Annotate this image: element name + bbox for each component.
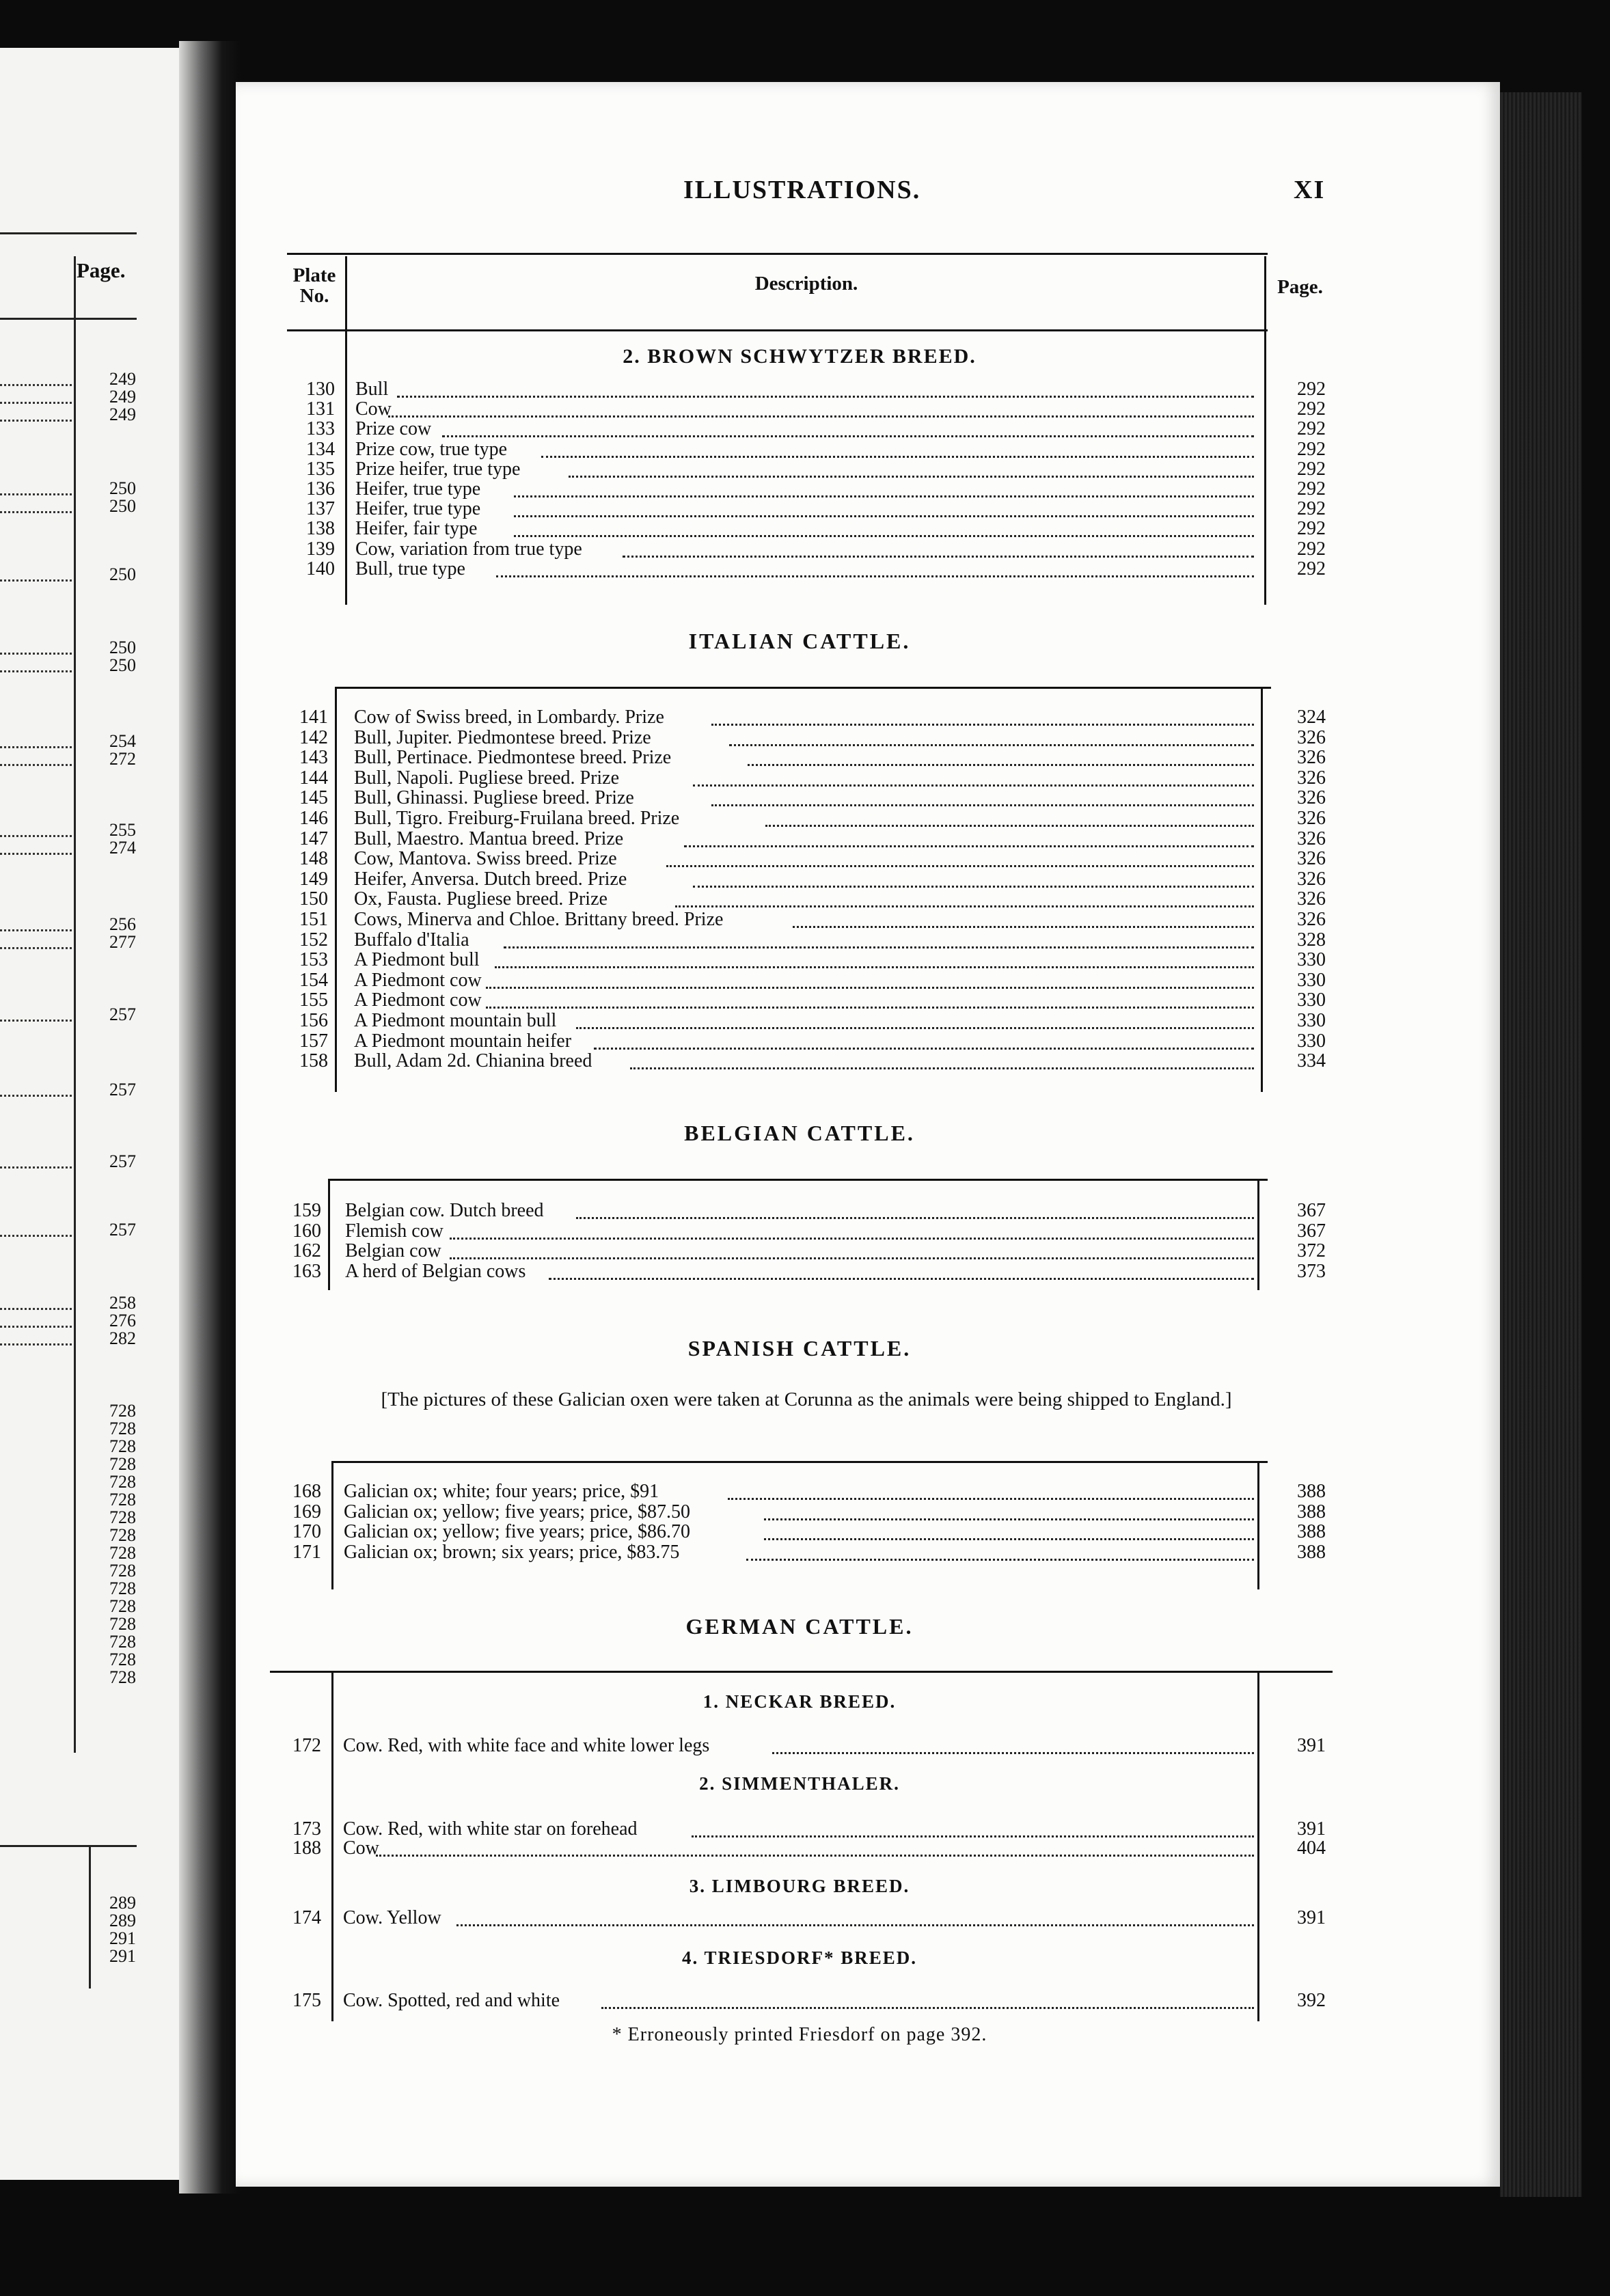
leader-dots — [514, 495, 1254, 497]
leader-dots — [456, 1924, 1254, 1926]
leader-dots — [693, 784, 1254, 787]
leader-dots — [0, 1166, 72, 1168]
illustration-description: Cow — [355, 399, 392, 420]
section-title: 2. BROWN SCHWYTZER BREED. — [623, 345, 977, 368]
plate-number: 138 — [306, 518, 335, 540]
plate-number: 188 — [292, 1837, 321, 1859]
plate-number: 160 — [292, 1220, 321, 1242]
page-reference: 330 — [1297, 949, 1326, 971]
section-note: [The pictures of these Galician oxen were taken at Corunna as the animals were being shipped to England.] — [381, 1389, 1232, 1410]
plate-number: 174 — [292, 1907, 321, 1928]
left-page-number: 249 — [109, 369, 136, 389]
plate-number: 141 — [299, 707, 328, 728]
left-page-number: 728 — [109, 1561, 136, 1581]
illustration-description: Cow. Spotted, red and white — [343, 1991, 560, 2011]
left-page-number: 255 — [109, 820, 136, 840]
subsection-title: 1. NECKAR BREED. — [702, 1691, 897, 1712]
illustration-description: Heifer, fair type — [355, 519, 478, 540]
plate-number: 150 — [299, 888, 328, 910]
plate-number: 172 — [292, 1735, 321, 1756]
page-reference: 326 — [1297, 868, 1326, 890]
illustration-description: Cow. Red, with white star on forehead — [343, 1819, 638, 1840]
leader-dots — [675, 905, 1254, 907]
left-page-number: 250 — [109, 496, 136, 516]
left-page-number: 254 — [109, 731, 136, 751]
illustration-description: Cow, Mantova. Swiss breed. Prize — [354, 849, 617, 870]
leader-dots — [0, 1095, 72, 1097]
page-reference: 326 — [1297, 726, 1326, 748]
footnote: * Erroneously printed Friesdorf on page 392. — [612, 2024, 987, 2045]
leader-dots — [728, 1498, 1254, 1500]
plate-number: 147 — [299, 828, 328, 849]
leader-dots — [594, 1048, 1254, 1050]
page-reference: 373 — [1297, 1260, 1326, 1282]
page-reference: 388 — [1297, 1541, 1326, 1563]
plate-number: 169 — [292, 1501, 321, 1522]
column-header-plate: Plate No. — [292, 264, 336, 307]
leader-dots — [514, 535, 1254, 537]
illustration-description: Flemish cow — [345, 1220, 444, 1242]
leader-dots — [623, 556, 1254, 558]
page-reference: 326 — [1297, 808, 1326, 829]
plate-number: 173 — [292, 1818, 321, 1840]
leader-dots — [772, 1752, 1254, 1754]
left-page-number: 728 — [109, 1596, 136, 1616]
illustration-description: Heifer, true type — [355, 499, 481, 520]
illustration-description: Cows, Minerva and Chloe. Brittany breed. Prize — [354, 910, 724, 930]
illustration-description: Cow. Yellow — [343, 1908, 441, 1928]
leader-dots — [576, 1027, 1254, 1029]
left-page-number: 291 — [109, 1946, 136, 1966]
leader-dots — [486, 1007, 1254, 1009]
column-header-description: Description. — [754, 273, 858, 295]
illustration-description: Galician ox; yellow; five years; price, $87.50 — [344, 1501, 690, 1522]
left-page-number: 728 — [109, 1543, 136, 1563]
plate-number: 136 — [306, 478, 335, 500]
illustration-description: Bull, Tigro. Freiburg-Fruilana breed. Prize — [354, 808, 680, 829]
plate-number: 162 — [292, 1240, 321, 1261]
section-rule — [328, 1179, 1268, 1181]
page-reference: 330 — [1297, 1010, 1326, 1031]
page-reference: 292 — [1297, 518, 1326, 540]
column-divider — [1264, 331, 1266, 605]
page-reference: 330 — [1297, 969, 1326, 991]
left-page-number: 257 — [109, 1151, 136, 1171]
plate-number: 153 — [299, 949, 328, 971]
plate-number: 144 — [299, 767, 328, 789]
page-reference: 388 — [1297, 1501, 1326, 1522]
illustration-description: Prize heifer, true type — [355, 459, 521, 480]
leader-dots — [764, 1538, 1254, 1540]
illustration-description: Cow of Swiss breed, in Lombardy. Prize — [354, 707, 664, 728]
illustration-description: Galician ox; yellow; five years; price, $86.70 — [344, 1522, 690, 1542]
left-page-number: 728 — [109, 1614, 136, 1634]
left-page-number: 728 — [109, 1401, 136, 1421]
page-reference: 391 — [1297, 1735, 1326, 1756]
illustration-description: Galician ox; white; four years; price, $91 — [344, 1481, 659, 1502]
left-page-column-header: Page. — [77, 258, 126, 282]
leader-dots — [693, 886, 1254, 888]
leader-dots — [514, 515, 1254, 517]
page-reference: 292 — [1297, 498, 1326, 520]
illustration-description: A Piedmont cow — [354, 970, 482, 991]
page-reference: 292 — [1297, 538, 1326, 560]
page-reference: 292 — [1297, 478, 1326, 500]
plate-number: 157 — [299, 1030, 328, 1052]
leader-dots — [541, 456, 1254, 458]
left-page-number: 250 — [109, 655, 136, 675]
left-page-number: 289 — [109, 1893, 136, 1913]
illustration-description: Belgian cow — [345, 1241, 441, 1261]
page-reference: 326 — [1297, 848, 1326, 870]
leader-dots — [748, 764, 1254, 766]
illustration-description: Prize cow, true type — [355, 439, 508, 460]
left-page-number: 728 — [109, 1454, 136, 1474]
plate-number: 135 — [306, 458, 335, 480]
left-page-number: 277 — [109, 932, 136, 952]
plate-number: 130 — [306, 379, 335, 400]
leader-dots — [630, 1067, 1254, 1069]
leader-dots — [388, 415, 1254, 418]
left-page-number: 257 — [109, 1080, 136, 1099]
plate-number: 155 — [299, 989, 328, 1011]
left-page-number: 728 — [109, 1419, 136, 1438]
leader-dots — [692, 1835, 1254, 1837]
page-reference: 326 — [1297, 828, 1326, 849]
subsection-title: 2. SIMMENTHALER. — [699, 1773, 900, 1794]
illustration-description: Ox, Fausta. Pugliese breed. Prize — [354, 889, 608, 910]
plate-number: 148 — [299, 848, 328, 870]
leader-dots — [376, 1855, 1254, 1857]
page-reference: 292 — [1297, 558, 1326, 579]
left-page-number: 249 — [109, 405, 136, 424]
illustration-description: A Piedmont bull — [354, 950, 480, 971]
leader-dots — [601, 2007, 1254, 2009]
book-gutter — [179, 41, 241, 2194]
left-page-number: 250 — [109, 638, 136, 657]
plate-number: 158 — [299, 1050, 328, 1072]
illustration-description: Cow. Red, with white face and white lower legs — [343, 1736, 710, 1756]
page-reference: 326 — [1297, 909, 1326, 930]
illustration-description: Bull, Jupiter. Piedmontese breed. Prize — [354, 727, 651, 748]
leader-dots — [0, 670, 72, 672]
illustration-description: Heifer, Anversa. Dutch breed. Prize — [354, 869, 627, 890]
leader-dots — [0, 1343, 72, 1345]
plate-number: 156 — [299, 1010, 328, 1031]
page-reference: 388 — [1297, 1521, 1326, 1542]
page-reference: 392 — [1297, 1990, 1326, 2011]
leader-dots — [495, 966, 1254, 968]
leader-dots — [450, 1257, 1254, 1259]
left-page-number: 258 — [109, 1293, 136, 1313]
page-reference: 391 — [1297, 1818, 1326, 1840]
page-reference: 367 — [1297, 1220, 1326, 1242]
illustration-description: A Piedmont mountain heifer — [354, 1030, 572, 1052]
plate-number: 140 — [306, 558, 335, 579]
illustration-description: Cow — [343, 1838, 379, 1859]
leader-dots — [764, 1518, 1254, 1520]
leader-dots — [504, 946, 1254, 948]
header-bottom-rule — [287, 329, 1268, 331]
page-reference: 324 — [1297, 707, 1326, 728]
plate-number: 151 — [299, 909, 328, 930]
leader-dots — [0, 579, 72, 582]
left-page-number: 289 — [109, 1911, 136, 1930]
section-rule — [335, 687, 1271, 689]
left-page-number: 272 — [109, 749, 136, 769]
plate-number: 175 — [292, 1990, 321, 2011]
left-page-number: 256 — [109, 914, 136, 934]
illustration-description: Bull, Maestro. Mantua breed. Prize — [354, 828, 624, 849]
header-top-rule — [287, 253, 1268, 255]
leader-dots — [0, 1326, 72, 1328]
page-reference: 388 — [1297, 1481, 1326, 1502]
plate-number: 137 — [306, 498, 335, 520]
page-reference: 326 — [1297, 747, 1326, 769]
plate-number: 168 — [292, 1481, 321, 1502]
section-rule — [331, 1461, 1268, 1463]
section-title: SPANISH CATTLE. — [687, 1336, 912, 1361]
subsection-title: 4. TRIESDORF* BREED. — [681, 1948, 918, 1968]
plate-number: 139 — [306, 538, 335, 560]
page-title: ILLUSTRATIONS. — [683, 176, 921, 204]
illustration-description: Bull, Napoli. Pugliese breed. Prize — [354, 767, 620, 789]
left-page-number: 257 — [109, 1220, 136, 1240]
left-page-number: 728 — [109, 1472, 136, 1492]
illustration-description: Buffalo d'Italia — [354, 929, 469, 951]
plate-number: 152 — [299, 929, 328, 951]
page-number: XI — [1294, 176, 1326, 204]
leader-dots — [576, 1217, 1254, 1219]
plate-number: 142 — [299, 726, 328, 748]
section-rule — [270, 1671, 1333, 1673]
leader-dots — [684, 845, 1254, 847]
leader-dots — [0, 653, 72, 655]
plate-number: 145 — [299, 787, 328, 809]
left-page-number: 728 — [109, 1436, 136, 1456]
plate-number: 159 — [292, 1200, 321, 1221]
leader-dots — [486, 987, 1254, 989]
illustration-description: Prize cow — [355, 419, 432, 440]
illustration-description: Galician ox; brown; six years; price, $83.75 — [344, 1542, 680, 1563]
page-reference: 372 — [1297, 1240, 1326, 1261]
left-page-number: 728 — [109, 1650, 136, 1669]
page-reference: 367 — [1297, 1200, 1326, 1221]
leader-dots — [666, 865, 1254, 867]
section-title: BELGIAN CATTLE. — [684, 1121, 915, 1145]
plate-number: 133 — [306, 418, 335, 440]
leader-dots — [549, 1278, 1254, 1280]
plate-number: 171 — [292, 1541, 321, 1563]
column-header-page: Page. — [1277, 276, 1323, 298]
page-reference: 404 — [1297, 1837, 1326, 1859]
leader-dots — [746, 1559, 1254, 1561]
left-page-number: 728 — [109, 1667, 136, 1687]
page-reference: 326 — [1297, 787, 1326, 809]
page-reference: 334 — [1297, 1050, 1326, 1072]
left-page-number: 250 — [109, 478, 136, 498]
leader-dots — [397, 396, 1254, 398]
left-page-number: 728 — [109, 1490, 136, 1509]
left-page-number: 274 — [109, 838, 136, 858]
illustration-description: Cow, variation from true type — [355, 538, 582, 560]
column-divider — [345, 331, 347, 605]
illustration-description: Bull — [355, 379, 389, 400]
leader-dots — [450, 1238, 1254, 1240]
plate-number: 143 — [299, 747, 328, 769]
illustration-description: Bull, true type — [355, 558, 465, 579]
left-page-number: 728 — [109, 1578, 136, 1598]
leader-dots — [442, 435, 1254, 437]
leader-dots — [729, 744, 1254, 746]
plate-number: 149 — [299, 868, 328, 890]
page-reference: 330 — [1297, 989, 1326, 1011]
left-page-number: 728 — [109, 1525, 136, 1545]
illustration-description: Bull, Adam 2d. Chianina breed — [354, 1051, 592, 1072]
illustration-description: Bull, Ghinassi. Pugliese breed. Prize — [354, 788, 634, 809]
illustration-description: Heifer, true type — [355, 479, 481, 500]
left-page-number: 282 — [109, 1328, 136, 1348]
leader-dots — [569, 476, 1254, 478]
plate-number: 131 — [306, 398, 335, 420]
page-reference: 330 — [1297, 1030, 1326, 1052]
left-page-number: 291 — [109, 1928, 136, 1948]
illustration-description: A Piedmont cow — [354, 990, 482, 1011]
page-reference: 292 — [1297, 458, 1326, 480]
section-title: GERMAN CATTLE. — [685, 1614, 914, 1639]
left-page-number: 728 — [109, 1507, 136, 1527]
plate-number: 134 — [306, 438, 335, 460]
illustration-description: A herd of Belgian cows — [345, 1261, 526, 1282]
leader-dots — [765, 825, 1254, 827]
page-reference: 292 — [1297, 418, 1326, 440]
page-reference: 391 — [1297, 1907, 1326, 1928]
left-page-number: 257 — [109, 1004, 136, 1024]
left-facing-page — [0, 48, 195, 2180]
subsection-title: 3. LIMBOURG BREED. — [689, 1876, 910, 1896]
left-page-number: 276 — [109, 1311, 136, 1330]
page-reference: 292 — [1297, 398, 1326, 420]
leader-dots — [711, 724, 1254, 726]
leader-dots — [0, 1308, 72, 1310]
plate-number: 170 — [292, 1521, 321, 1542]
plate-number: 163 — [292, 1260, 321, 1282]
section-title: ITALIAN CATTLE. — [688, 629, 911, 653]
page-reference: 292 — [1297, 438, 1326, 460]
page-reference: 326 — [1297, 888, 1326, 910]
left-page-number: 249 — [109, 387, 136, 407]
page-reference: 292 — [1297, 379, 1326, 400]
illustration-description: A Piedmont mountain bull — [354, 1011, 557, 1031]
illustration-description: Bull, Pertinace. Piedmontese breed. Prize — [354, 748, 672, 769]
plate-number: 146 — [299, 808, 328, 829]
leader-dots — [496, 575, 1254, 577]
leader-dots — [793, 926, 1254, 928]
left-page-number: 250 — [109, 564, 136, 584]
leader-dots — [711, 804, 1254, 806]
page-reference: 328 — [1297, 929, 1326, 951]
page-reference: 326 — [1297, 767, 1326, 789]
plate-number: 154 — [299, 969, 328, 991]
illustration-description: Belgian cow. Dutch breed — [345, 1201, 544, 1221]
left-page-number: 728 — [109, 1632, 136, 1652]
